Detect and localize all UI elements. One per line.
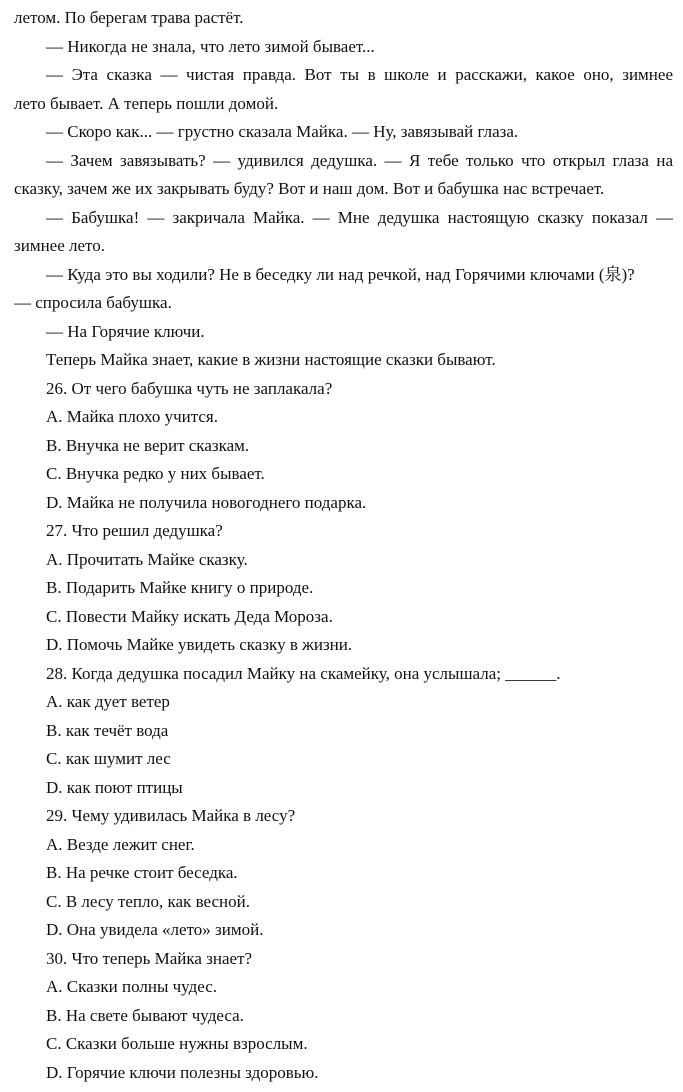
story-line: — Бабушка! — закричала Майка. — Мне дедушка настоящую сказку показал —: [46, 207, 673, 227]
answer-option: D. Горячие ключи полезны здоровью.: [46, 1062, 319, 1082]
story-line: сказку, зачем же их закрывать буду? Вот и наш дом. Вот и бабушка нас встречает.: [14, 179, 605, 198]
answer-option: D. Майка не получила новогоднего подарка.: [46, 492, 367, 512]
story-line: — Эта сказка — чистая правда. Вот ты в школе и расскажи, какое оно, зимнее: [46, 65, 673, 84]
answer-option: A. Майка плохо учится.: [46, 407, 218, 426]
story-line: Теперь Майка знает, какие в жизни настоящие сказки бывают.: [46, 350, 496, 369]
answer-option: D. как поют птицы: [46, 777, 183, 797]
story-line: — спросила бабушка.: [14, 293, 172, 312]
answer-option: D. Помочь Майке увидеть сказку в жизни.: [46, 635, 353, 654]
answer-option: D. Она увидела «лето» зимой.: [46, 920, 264, 939]
story-line: — Куда это вы ходили? Не в беседку ли над речкой, над Горячими ключами (泉)?: [46, 264, 635, 284]
answer-option: C. В лесу тепло, как весной.: [46, 891, 250, 911]
question-text: 27. Что решил дедушка?: [46, 521, 223, 540]
story-line: — Никогда не знала, что лето зимой бывает...: [46, 36, 375, 56]
question-text: 26. От чего бабушка чуть не заплакала?: [46, 378, 333, 398]
answer-option: A. Сказки полны чудес.: [46, 977, 218, 996]
answer-option: A. Везде лежит снег.: [46, 834, 195, 854]
answer-option: B. На речке стоит беседка.: [46, 863, 238, 882]
story-line: — На Горячие ключи.: [46, 321, 205, 341]
answer-option: A. Прочитать Майке сказку.: [46, 549, 248, 569]
story-line: лето бывает. А теперь пошли домой.: [14, 93, 279, 113]
answer-option: B. На свете бывают чудеса.: [46, 1005, 244, 1025]
story-line: — Зачем завязывать? — удивился дедушка. — Я тебе только что открыл глаза на: [46, 150, 673, 170]
answer-option: A. как дует ветер: [46, 692, 170, 711]
question-text: 30. Что теперь Майка знает?: [46, 948, 253, 968]
answer-option: B. Внучка не верит сказкам.: [46, 435, 250, 455]
answer-option: C. Повести Майку искать Деда Мороза.: [46, 606, 333, 626]
answer-option: C. как шумит лес: [46, 749, 171, 768]
answer-option: C. Внучка редко у них бывает.: [46, 464, 265, 483]
story-line: зимнее лето.: [14, 236, 105, 255]
question-text: 28. Когда дедушка посадил Майку на скамейку, она услышала; ______.: [46, 663, 561, 683]
answer-option: B. как течёт вода: [46, 720, 169, 740]
answer-option: C. Сказки больше нужны взрослым.: [46, 1034, 308, 1053]
question-text: 29. Чему удивилась Майка в лесу?: [46, 806, 296, 825]
story-line: летом. По берегам трава растёт.: [14, 8, 244, 27]
answer-option: B. Подарить Майке книгу о природе.: [46, 578, 314, 597]
story-line: — Скоро как... — грустно сказала Майка. — Ну, завязывай глаза.: [46, 122, 519, 141]
